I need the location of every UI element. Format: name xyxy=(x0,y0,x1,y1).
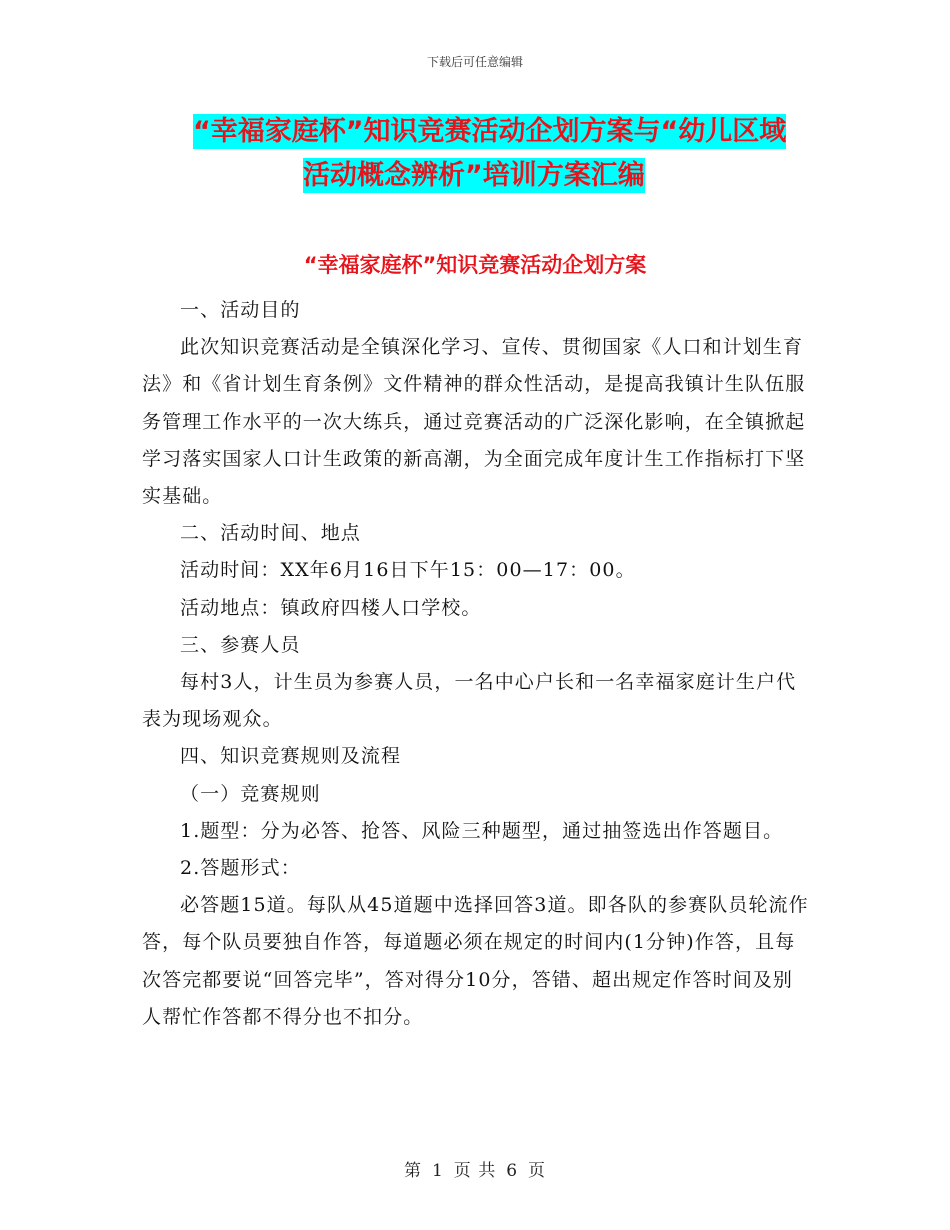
page-footer xyxy=(0,1156,950,1181)
heading-rules-process: 四、知识竞赛规则及流程 xyxy=(180,745,402,768)
footer-suffix: 页 xyxy=(528,1161,547,1181)
title-line-2-text: 活动概念辨析”培训方案汇编 xyxy=(303,160,645,191)
paragraph-participants: 每村3人，计生员为参赛人员，一名中心户长和一名幸福家庭计生户代表为现场观众。 xyxy=(142,671,797,731)
paragraph-required-questions: 必答题15道。每队从45道题中选择回答3道。即各队的参赛队员轮流作答，每个队员要独自作答，每道题必须在规定的时间内(1分钟)作答，且每次答完都要说“回答完毕”，答对得分10分，答错、超出规定作答时间及别人帮忙作答都不得分也不扣分。 xyxy=(142,894,809,1028)
paragraph-question-types: 1.题型：分为必答、抢答、风险三种题型，通过抽签选出作答题目。 xyxy=(180,819,784,842)
footer-middle: 页 共 xyxy=(453,1161,497,1181)
heading-purpose: 一、活动目的 xyxy=(180,299,301,321)
title-line-2 xyxy=(303,154,950,198)
document-body xyxy=(142,292,812,1036)
paragraph-purpose: 此次知识竞赛活动是全镇深化学习、宣传、贯彻国家《人口和计划生育法》和《省计划生育条例》文件精神的群众性活动，是提高我镇计生队伍服务管理工作水平的一次大练兵，通过竞赛活动的广泛深化影响，在全镇掀起学习落实国家人口计生政策的新高潮，为全面完成年度计生工作指标打下坚实基础。 xyxy=(142,336,806,508)
paragraph-time: 活动时间：XX年6月16日下午15：00—17：00。 xyxy=(180,559,636,582)
heading-time-place: 二、活动时间、地点 xyxy=(180,522,361,545)
footer-prefix: 第 xyxy=(403,1161,422,1181)
header-note: 下载后可任意编辑 xyxy=(426,55,523,69)
paragraph-answer-format: 2.答题形式： xyxy=(180,857,301,880)
section-title: “幸福家庭杯”知识竞赛活动企划方案 xyxy=(303,253,647,277)
heading-participants: 三、参赛人员 xyxy=(180,633,301,656)
paragraph-place: 活动地点：镇政府四楼人口学校。 xyxy=(180,596,482,619)
footer-total-pages: 6 xyxy=(506,1161,519,1181)
title-line-1 xyxy=(193,110,950,154)
subheading-rules: （一）竞赛规则 xyxy=(180,782,321,805)
document-title xyxy=(0,110,950,198)
footer-page-number: 1 xyxy=(431,1161,444,1181)
title-line-1-text: “幸福家庭杯”知识竞赛活动企划方案与“幼儿区域 xyxy=(193,116,787,147)
